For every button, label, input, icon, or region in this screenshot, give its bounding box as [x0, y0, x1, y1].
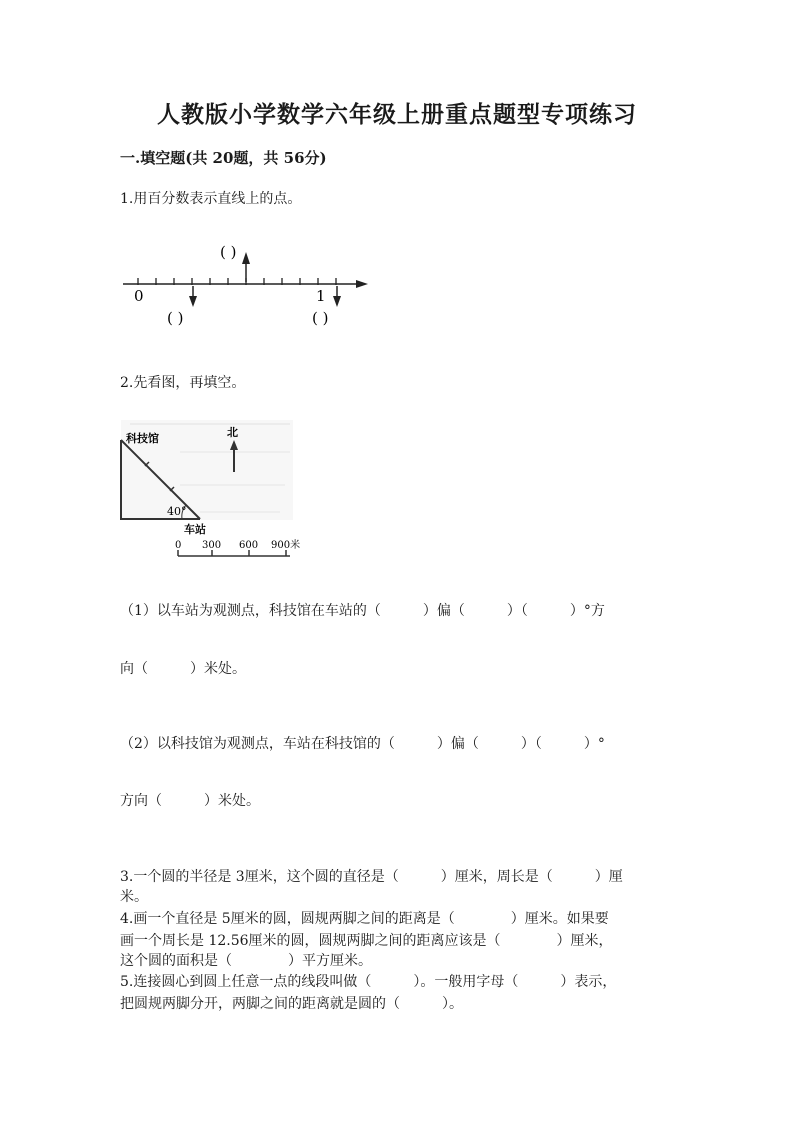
question-2-text: 2.先看图，再填空。 — [120, 375, 246, 391]
scale-label: 600 — [239, 540, 259, 551]
answer-blank-top: ( ) — [220, 243, 237, 261]
number-line-figure — [123, 243, 368, 327]
question-3-line2: 米。 — [120, 889, 148, 905]
question-2-sub2-line2: 方向（ ）米处。 — [120, 793, 260, 809]
question-4-line3: 这个圆的面积是（ ）平方厘米。 — [120, 953, 372, 969]
position-figure — [121, 420, 300, 556]
question-3-line1: 3.一个圆的半径是 3厘米，这个圆的直径是（ ）厘米，周长是（ ）厘 — [120, 869, 623, 885]
question-2-sub2-line1: （2）以科技馆为观测点，车站在科技馆的（ ）偏（ ）（ ）° — [120, 736, 605, 752]
question-4-line2: 画一个周长是 12.56厘米的圆，圆规两脚之间的距离应该是（ ）厘米， — [120, 933, 613, 949]
scale-label: 0 — [175, 540, 182, 551]
scale-label: 900米 — [271, 540, 301, 551]
question-1-text: 1.用百分数表示直线上的点。 — [120, 191, 302, 207]
north-label: 北 — [227, 426, 238, 439]
question-5-line2: 把圆规两脚分开，两脚之间的距离就是圆的（ ）。 — [120, 996, 463, 1012]
station-label: 车站 — [184, 523, 206, 536]
question-2-sub1-line1: （1）以车站为观测点，科技馆在车站的（ ）偏（ ）（ ）°方 — [120, 603, 605, 619]
number-line-arrowhead — [356, 280, 368, 288]
question-2-sub1-line2: 向（ ）米处。 — [120, 661, 246, 677]
down-arrow-icon — [189, 296, 197, 307]
up-arrow-icon — [242, 252, 250, 264]
section-heading: 一.填空题(共 20题，共 56分) — [120, 149, 327, 167]
answer-blank-left: ( ) — [167, 309, 184, 327]
page-title: 人教版小学数学六年级上册重点题型专项练习 — [157, 101, 637, 128]
question-5-line1: 5.连接圆心到圆上任意一点的线段叫做（ ）。一般用字母（ ）表示， — [120, 974, 617, 990]
number-line-one-label: 1 — [316, 287, 326, 305]
scale-label: 300 — [202, 540, 222, 551]
museum-label: 科技馆 — [126, 432, 159, 445]
question-4-line1: 4.画一个直径是 5厘米的圆，圆规两脚之间的距离是（ ）厘米。如果要 — [120, 911, 609, 927]
angle-label: 40° — [167, 505, 187, 518]
down-arrow-icon — [333, 296, 341, 307]
number-line-zero-label: 0 — [134, 287, 144, 305]
answer-blank-right: ( ) — [312, 309, 329, 327]
